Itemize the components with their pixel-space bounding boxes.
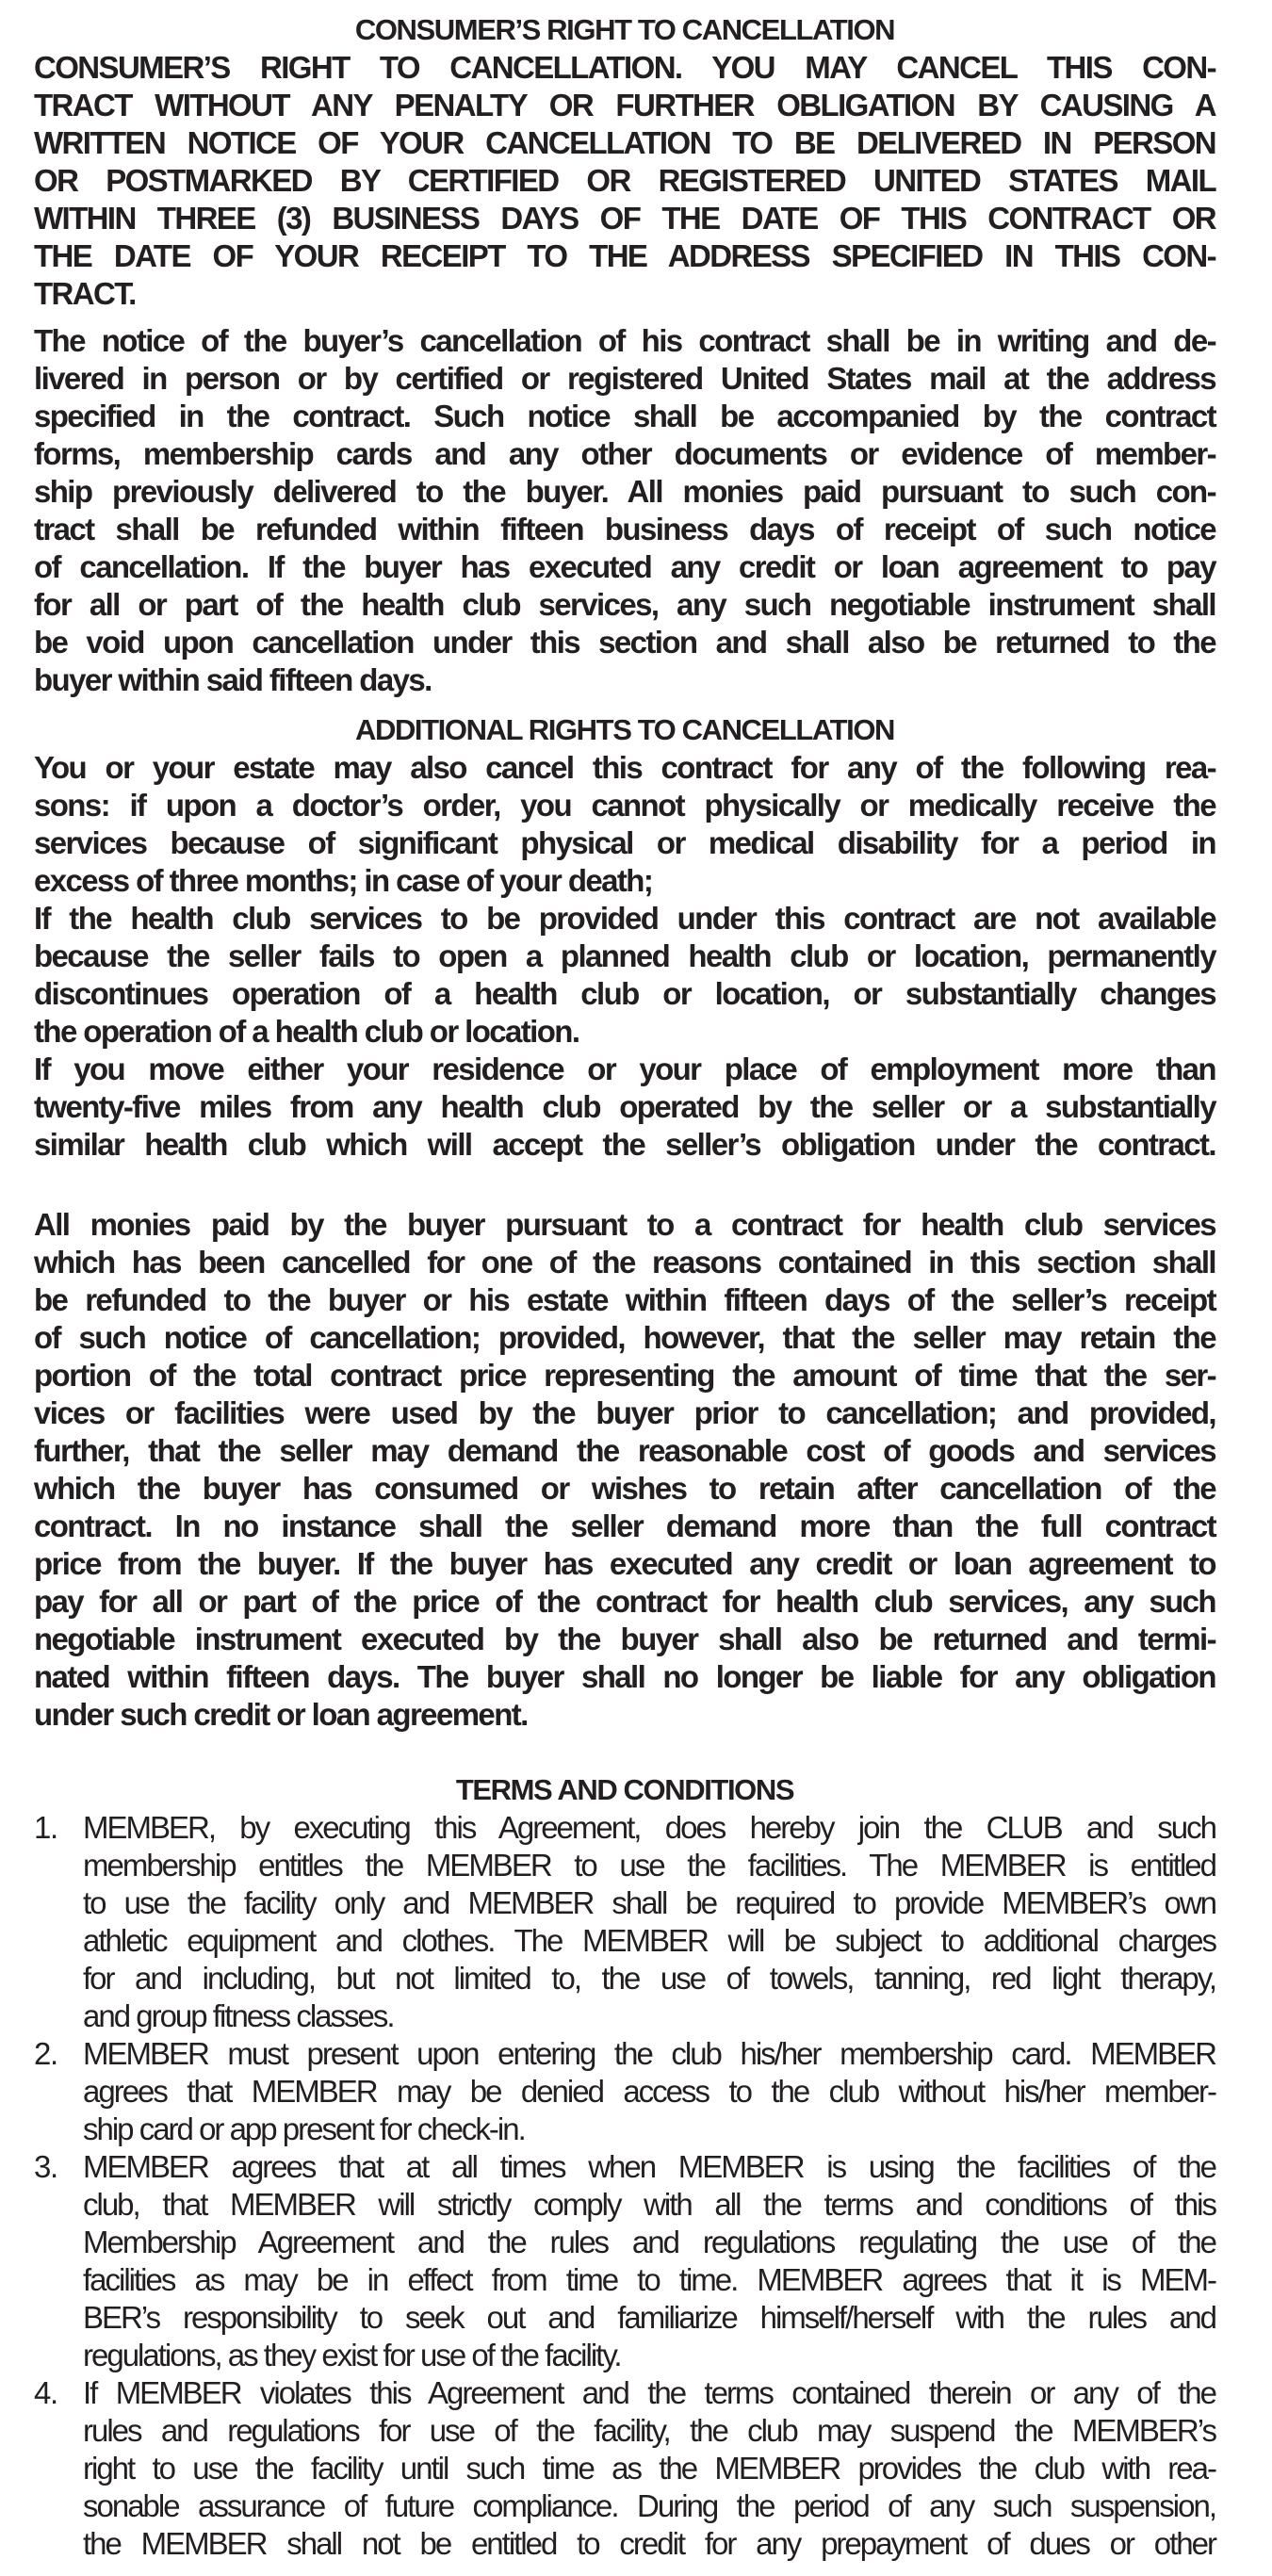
text-line: ship card or app present for check-in.	[83, 2111, 525, 2146]
terms-item-3	[34, 2148, 1215, 2374]
paragraph-refund-terms	[34, 1206, 1215, 1734]
text-line: forms, membership cards and any other documents or evidence of member-	[34, 436, 1215, 471]
list-number: 1.	[34, 1810, 57, 1845]
text-line: which the buyer has consumed or wishes to retain after cancellation of the	[34, 1471, 1215, 1506]
text-line: If the health club services to be provided under this contract are not available	[34, 901, 1215, 936]
text-line: TRACT WITHOUT ANY PENALTY OR FURTHER OBLIGATION BY CAUSING A	[34, 88, 1215, 122]
text-line: MEMBER agrees that at all times when MEMBER is using the facilities of the	[83, 2149, 1215, 2184]
text-line: tract shall be refunded within fifteen business days of receipt of such notice	[34, 512, 1215, 546]
text-line: because the seller fails to open a planned health club or location, permanently	[34, 938, 1215, 973]
text-line: All monies paid by the buyer pursuant to a contract for health club services	[34, 1207, 1215, 1242]
text-line: WRITTEN NOTICE OF YOUR CANCELLATION TO BE DELIVERED IN PERSON	[34, 125, 1215, 160]
text-line: OR POSTMARKED BY CERTIFIED OR REGISTERED UNITED STATES MAIL	[34, 163, 1215, 198]
text-line: the operation of a health club or location.	[34, 1014, 579, 1049]
text-line: You or your estate may also cancel this contract for any of the following rea-	[34, 750, 1215, 785]
text-line: further, that the seller may demand the reasonable cost of goods and services	[34, 1433, 1215, 1468]
text-line: specified in the contract. Such notice shall be accompanied by the contract	[34, 399, 1215, 433]
text-line: TRACT.	[34, 276, 136, 311]
text-line: similar health club which will accept the seller’s obligation under the contract.	[34, 1127, 1215, 1162]
text-line: buyer within said fifteen days.	[34, 662, 432, 697]
text-line: THE DATE OF YOUR RECEIPT TO THE ADDRESS SPECIFIED IN THIS CON-	[34, 238, 1215, 273]
text-line: to use the facility only and MEMBER shall be required to provide MEMBER’s own	[83, 1885, 1215, 1920]
text-line: be refunded to the buyer or his estate within fifteen days of the seller’s receipt	[34, 1282, 1215, 1317]
text-line: portion of the total contract price representing the amount of time that the ser-	[34, 1358, 1215, 1393]
text-line: agrees that MEMBER may be denied access to the club without his/her member-	[83, 2074, 1215, 2109]
text-line: contract. In no instance shall the seller demand more than the full contract	[34, 1508, 1215, 1543]
text-line: and group fitness classes.	[83, 1998, 394, 2033]
text-line: vices or facilities were used by the buyer prior to cancellation; and provided,	[34, 1395, 1215, 1430]
terms-section	[34, 1771, 1215, 2563]
paragraph-medical-reasons	[34, 749, 1215, 900]
text-line: The notice of the buyer’s cancellation of his contract shall be in writing and de-	[34, 323, 1215, 358]
text-line: excess of three months; in case of your death;	[34, 863, 653, 898]
text-line: sons: if upon a doctor’s order, you cannot physically or medically receive the	[34, 788, 1215, 823]
text-line: If you move either your residence or your place of employment more than	[34, 1052, 1215, 1086]
text-line: WITHIN THREE (3) BUSINESS DAYS OF THE DATE OF THIS CONTRACT OR	[34, 201, 1215, 236]
text-line: CONSUMER’S RIGHT TO CANCELLATION. YOU MAY CANCEL THIS CON-	[34, 50, 1215, 85]
list-number: 2.	[34, 2036, 57, 2071]
text-line: discontinues operation of a health club or location, or substantially changes	[34, 976, 1215, 1011]
section-heading-terms: TERMS AND CONDITIONS	[455, 1773, 794, 1806]
list-number: 4.	[34, 2375, 57, 2410]
terms-item-1	[34, 1809, 1215, 2035]
text-line: facilities as may be in effect from time to time. MEMBER agrees that it is MEM-	[83, 2262, 1215, 2297]
text-line: right to use the facility until such time as the MEMBER provides the club with rea-	[83, 2451, 1215, 2486]
additional-rights-section	[34, 711, 1215, 1164]
terms-item-4	[34, 2374, 1215, 2563]
text-line: of such notice of cancellation; provided, however, that the seller may retain the	[34, 1320, 1215, 1355]
text-line: club, that MEMBER will strictly comply with all the terms and conditions of this	[83, 2187, 1215, 2222]
text-line: MEMBER must present upon entering the club his/her membership card. MEMBER	[83, 2036, 1215, 2071]
text-line: of cancellation. If the buyer has executed any credit or loan agreement to pay	[34, 549, 1215, 584]
text-line: the MEMBER shall not be entitled to credit for any prepayment of dues or other	[83, 2526, 1215, 2561]
text-line: sonable assurance of future compliance. During the period of any such suspension,	[83, 2488, 1215, 2523]
list-number: 3.	[34, 2149, 57, 2184]
text-line: Membership Agreement and the rules and regulations regulating the use of the	[83, 2225, 1215, 2259]
text-line: nated within fifteen days. The buyer shall no longer be liable for any obligation	[34, 1659, 1215, 1694]
paragraph-relocation	[34, 1051, 1215, 1164]
text-line: which has been cancelled for one of the reasons contained in this section shall	[34, 1245, 1215, 1280]
text-line: rules and regulations for use of the facility, the club may suspend the MEMBER’s	[83, 2413, 1215, 2448]
text-line: If MEMBER violates this Agreement and the terms contained therein or any of the	[83, 2375, 1215, 2410]
text-line: for all or part of the health club services, any such negotiable instrument shall	[34, 587, 1215, 622]
consumer-right-section	[34, 11, 1215, 313]
text-line: for and including, but not limited to, the use of towels, tanning, red light therapy,	[83, 1961, 1215, 1996]
text-line: under such credit or loan agreement.	[34, 1697, 528, 1732]
paragraph-services-unavailable	[34, 900, 1215, 1051]
text-line: ship previously delivered to the buyer. All monies paid pursuant to such con-	[34, 474, 1215, 509]
text-line: services because of significant physical or medical disability for a period in	[34, 825, 1215, 860]
text-line: livered in person or by certified or registered United States mail at the address	[34, 361, 1215, 396]
text-line: negotiable instrument executed by the buyer shall also be returned and termi-	[34, 1622, 1215, 1656]
terms-item-2	[34, 2035, 1215, 2148]
text-line: regulations, as they exist for use of the facility.	[83, 2338, 621, 2372]
text-line: twenty-five miles from any health club operated by the seller or a substantially	[34, 1089, 1215, 1124]
text-line: be void upon cancellation under this section and shall also be returned to the	[34, 625, 1215, 660]
text-line: membership entitles the MEMBER to use the facilities. The MEMBER is entitled	[83, 1848, 1215, 1883]
text-line: MEMBER, by executing this Agreement, does hereby join the CLUB and such	[83, 1810, 1215, 1845]
cancellation-notice-caps	[34, 49, 1215, 313]
text-line: price from the buyer. If the buyer has executed any credit or loan agreement to	[34, 1546, 1215, 1581]
buyer-notice-paragraph	[34, 322, 1215, 699]
text-line: pay for all or part of the price of the contract for health club services, any such	[34, 1584, 1215, 1619]
text-line: BER’s responsibility to seek out and familiarize himself/herself with the rules and	[83, 2300, 1215, 2335]
section-heading-additional-rights: ADDITIONAL RIGHTS TO CANCELLATION	[354, 713, 895, 746]
text-line: athletic equipment and clothes. The MEMBER will be subject to additional charges	[83, 1923, 1215, 1958]
section-heading-consumer-right: CONSUMER’S RIGHT TO CANCELLATION	[354, 13, 895, 46]
